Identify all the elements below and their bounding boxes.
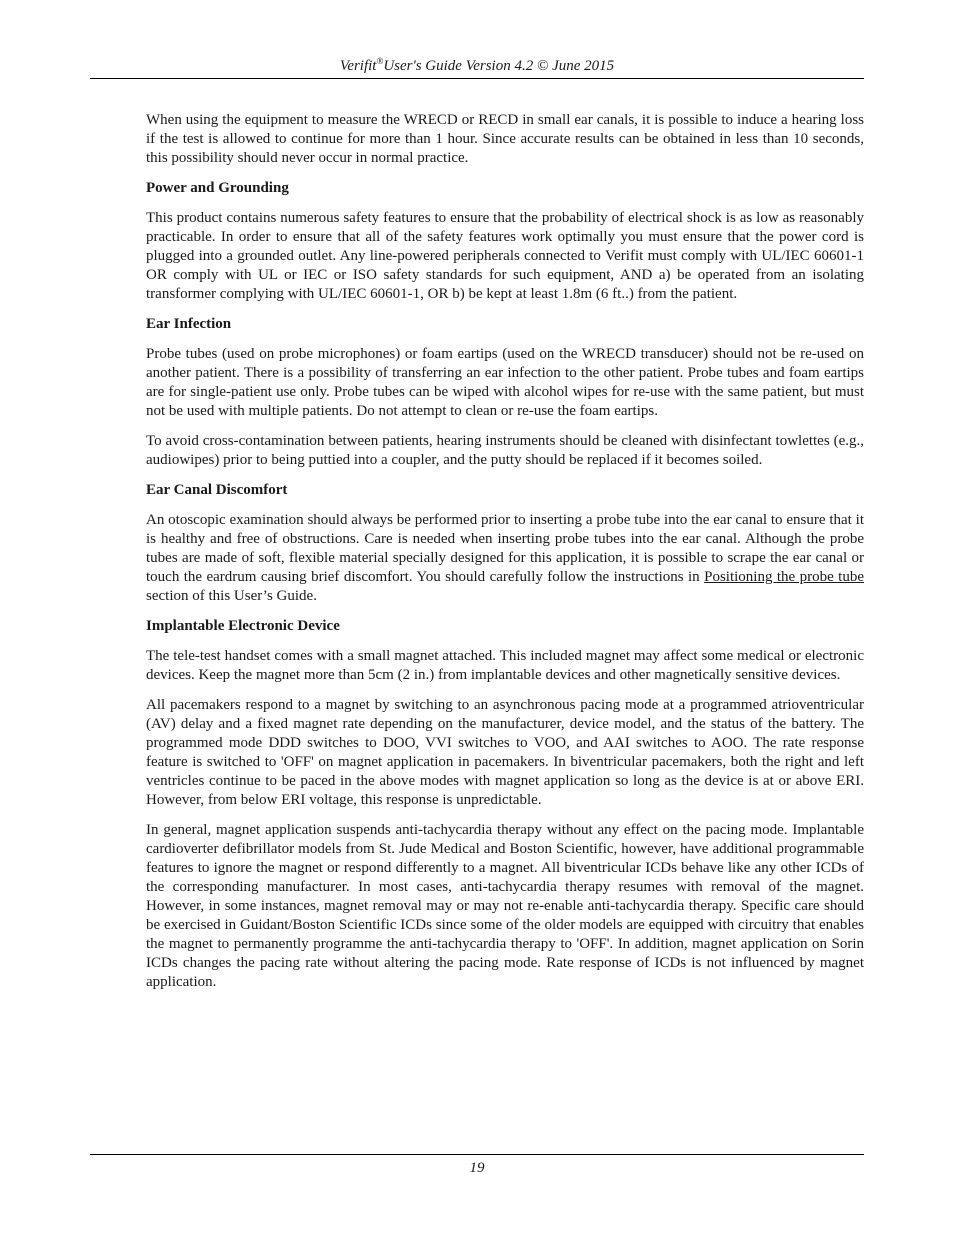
discomfort-text-after: section of this User’s Guide. [146,588,317,604]
infection-paragraph-1: Probe tubes (used on probe microphones) or foam eartips (used on the WRECD transducer) should not be re-used on another patient. There is a possibility of transferring an ear infection to the other patient. Probe tubes and foam eartips are for single-patient use only. Probe tubes can be wiped with alcohol wipes for re-use with the same patient, but must not be used with multiple patients. Do not attempt to clean or re-use the foam eartips. [146,346,864,419]
power-paragraph: This product contains numerous safety features to ensure that the probability of electrical shock is as low as reasonably practicable. In order to ensure that all of the safety features work optimally you must ensure that the power cord is plugged into a grounded outlet. Any line-powered peripherals connected to Verifit must comply with UL/IEC 60601-1 OR comply with UL or IEC or ISO safety standards for such equipment, AND a) be operated from an isolating transformer complying with UL/IEC 60601-1, OR b) be kept at least 1.8m (6 ft..) from the patient. [146,210,864,302]
header-brand: Verifit [339,58,377,74]
page-number: 19 [469,1160,485,1176]
section-heading-power: Power and Grounding [146,180,289,196]
discomfort-paragraph [146,511,864,606]
implantable-paragraph-3: In general, magnet application suspends anti-tachycardia therapy without any effect on the pacing mode. Implantable cardioverter defibrillator models from St. Jude Medical and Boston Scientific, however, have additional programmable features to ignore the magnet or respond differently to a magnet. All biventricular ICDs behave like any other ICDs of the corresponding manufacturer. In most cases, anti-tachycardia therapy resumes with removal of the magnet. However, in some instances, magnet removal may or may not re-enable anti-tachycardia therapy. Specific care should be exercised in Guidant/Boston Scientific ICDs since some of the older models are equipped with circuitry that enables the magnet to permanently programme the anti-tachycardia therapy to 'OFF'. In addition, magnet application on Sorin ICDs changes the pacing rate without altering the pacing mode. Rate response of ICDs is not influenced by magnet application. [146,822,864,990]
page-header [90,56,864,76]
registered-mark: ® [376,56,384,66]
header-divider [90,78,864,79]
page-body [146,111,864,1003]
intro-paragraph: When using the equipment to measure the WRECD or RECD in small ear canals, it is possible to induce a hearing loss if the test is allowed to continue for more than 1 hour. Since accurate results can be obtained in less than 10 seconds, this possibility should never occur in normal practice. [146,112,864,166]
section-heading-discomfort: Ear Canal Discomfort [146,482,288,498]
footer-divider [90,1154,864,1155]
header-rest: User's Guide Version 4.2 © June 2015 [383,58,615,74]
infection-paragraph-2: To avoid cross-contamination between patients, hearing instruments should be cleaned with disinfectant towlettes (e.g., audiowipes) prior to being puttied into a coupler, and the putty should be replaced if it becomes soiled. [146,433,864,468]
section-heading-infection: Ear Infection [146,316,232,332]
section-heading-implantable: Implantable Electronic Device [146,618,340,634]
discomfort-text-before: An otoscopic examination should always be performed prior to inserting a probe tube into the ear canal to ensure that it is healthy and free of obstructions. Care is needed when inserting probe tubes into the ear canal. Although the probe tubes are made of soft, flexible material specially designed for this application, it is possible to scrape the ear canal or touch the eardrum causing brief discomfort. You should carefully follow the instructions in [146,512,864,585]
implantable-paragraph-1: The tele-test handset comes with a small magnet attached. This included magnet may affect some medical or electronic devices. Keep the magnet more than 5cm (2 in.) from implantable devices and other magnetically sensitive devices. [146,648,864,683]
implantable-paragraph-2: All pacemakers respond to a magnet by switching to an asynchronous pacing mode at a programmed atrioventricular (AV) delay and a fixed magnet rate depending on the manufacturer, device model, and the status of the battery. The programmed mode DDD switches to DOO, VVI switches to VOO, and AAI switches to AOO. The rate response feature is switched to 'OFF' on magnet application in pacemakers. In biventricular pacemakers, both the right and left ventricles continue to be paced in the above modes with magnet application so long as the device is at or above ERI. However, from below ERI voltage, this response is unpredictable. [146,697,864,808]
positioning-probe-tube-link[interactable]: Positioning the probe tube [704,569,865,585]
